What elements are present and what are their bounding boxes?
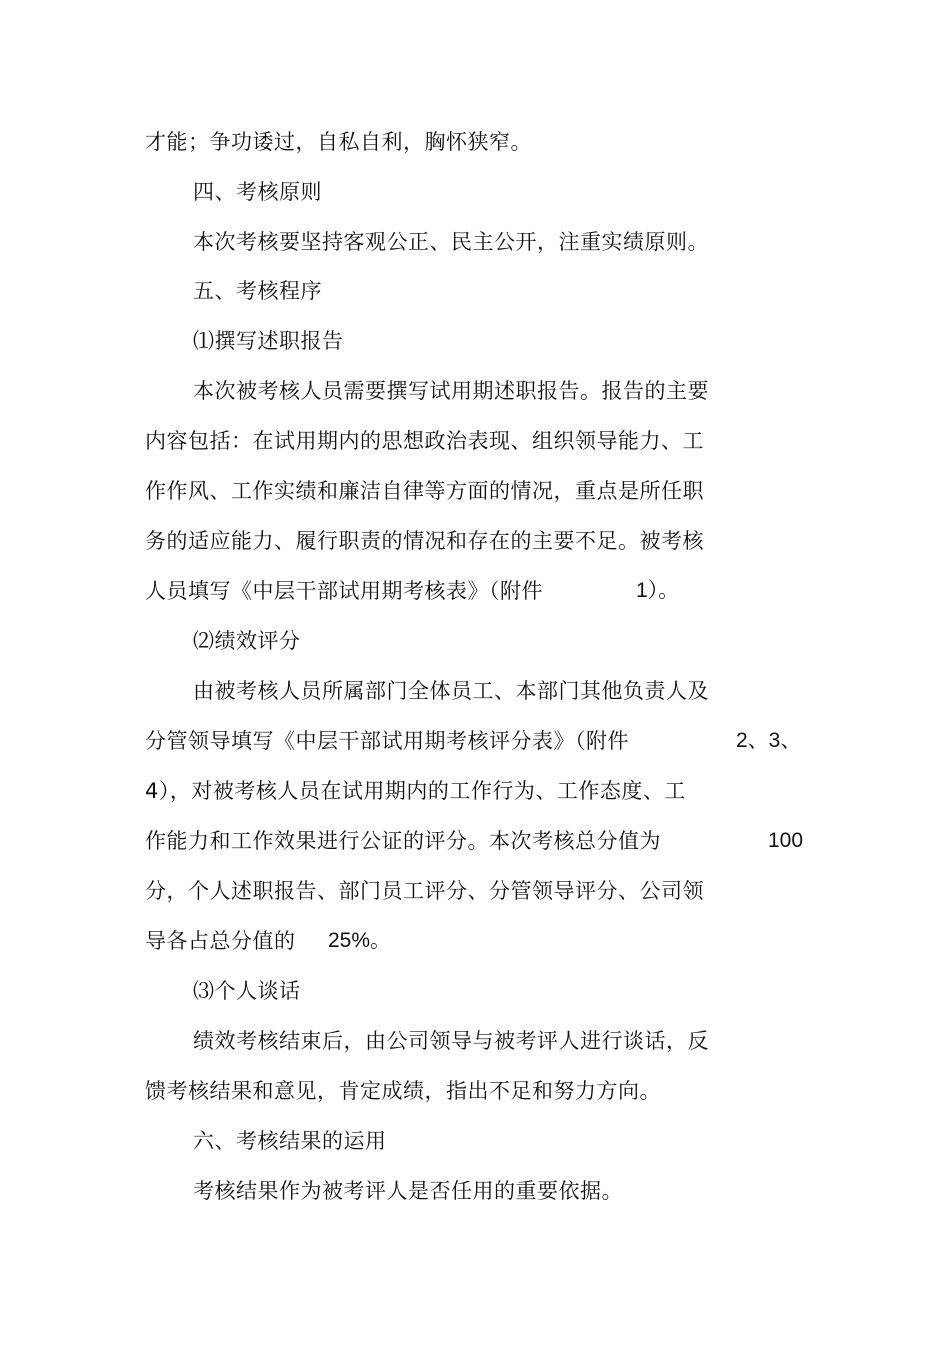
paragraph-line: 考核结果作为被考评人是否任用的重要依据。	[193, 1179, 623, 1203]
paragraph-line: 馈考核结果和意见，肯定成绩，指出不足和努力方向。	[145, 1079, 661, 1103]
paragraph-line: 本次被考核人员需要撰写试用期述职报告。报告的主要	[193, 379, 709, 403]
section-heading-principles: 四、考核原则	[193, 180, 322, 204]
percentage-value: 25%。	[328, 929, 392, 952]
paragraph-line: 由被考核人员所属部门全体员工、本部门其他负责人及	[193, 679, 709, 703]
paragraph-line: 导各占总分值的	[145, 929, 296, 953]
section-heading-results: 六、考核结果的运用	[193, 1129, 387, 1153]
subheading-interview: ⑶个人谈话	[193, 979, 301, 1003]
paragraph-line: 才能；争功诿过，自私自利，胸怀狭窄。	[145, 130, 532, 154]
paragraph-line: 作能力和工作效果进行公证的评分。本次考核总分值为	[145, 829, 661, 853]
paragraph-line: 本次考核要坚持客观公正、民主公开，注重实绩原则。	[193, 230, 709, 254]
total-score-value: 100	[768, 829, 804, 852]
section-heading-procedure: 五、考核程序	[193, 279, 322, 303]
paragraph-line: 内容包括：在试用期内的思想政治表现、组织领导能力、工	[145, 429, 704, 453]
subheading-report: ⑴撰写述职报告	[193, 329, 344, 353]
paragraph-line: 人员填写《中层干部试用期考核表》（附件	[145, 579, 543, 603]
paragraph-line: 绩效考核结束后，由公司领导与被考评人进行谈话，反	[193, 1029, 709, 1053]
subheading-scoring: ⑵绩效评分	[193, 629, 301, 653]
paragraph-line: 务的适应能力、履行职责的情况和存在的主要不足。被考核	[145, 529, 704, 553]
paragraph-line: 4），对被考核人员在试用期内的工作行为、工作态度、工	[145, 779, 686, 803]
paragraph-line: 分管领导填写《中层干部试用期考核评分表》（附件	[145, 729, 629, 753]
paragraph-line: 作作风、工作实绩和廉洁自律等方面的情况，重点是所任职	[145, 479, 704, 503]
attachment-number: 1）。	[636, 579, 680, 602]
paragraph-line: 分，个人述职报告、部门员工评分、分管领导评分、公司领	[145, 879, 704, 903]
attachment-numbers: 2、3、	[736, 729, 802, 752]
